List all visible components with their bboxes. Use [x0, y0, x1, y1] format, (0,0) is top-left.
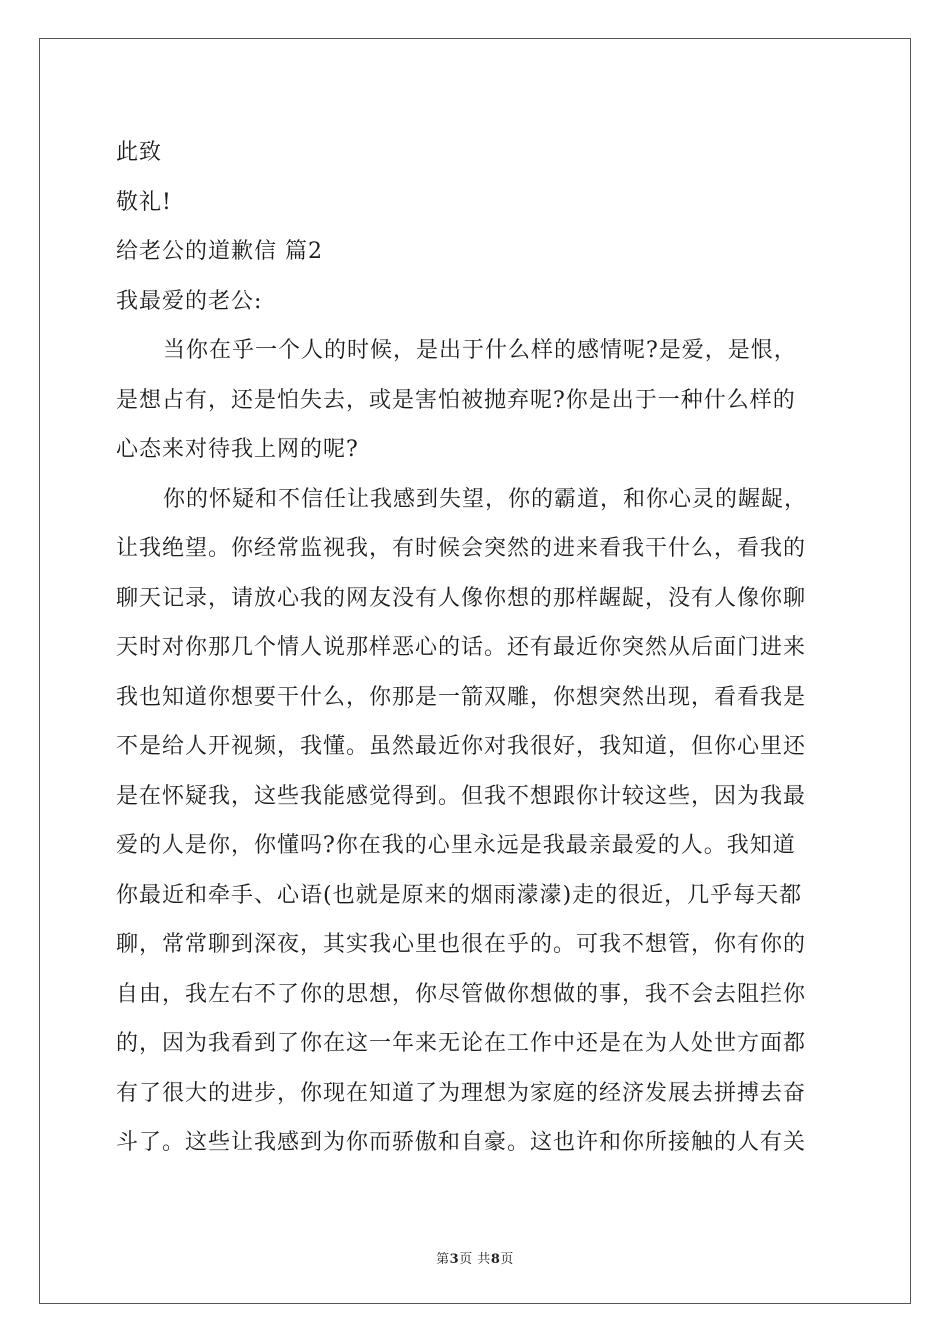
paragraph-line: 斗了。这些让我感到为你而骄傲和自豪。这也许和你所接触的人有关 [116, 1130, 807, 1155]
paragraph-2 [116, 475, 834, 1168]
paragraph-line: 爱的人是你，你懂吗?你在我的心里永远是我最亲最爱的人。我知道 [116, 833, 796, 858]
letter-title: 给老公的道歉信 篇2 [116, 239, 323, 264]
paragraph-line: 有了很大的进步，你现在知道了为理想为家庭的经济发展去拼搏去奋 [116, 1080, 807, 1106]
paragraph-line: 天时对你那几个情人说那样恶心的话。还有最近你突然从后面门进来 [116, 635, 807, 660]
paragraph-line: 自由，我左右不了你的思想，你尽管做你想做的事，我不会去阻拦你 [116, 981, 807, 1007]
page-footer [0, 1248, 950, 1267]
closing-line-1: 此致 [116, 140, 163, 165]
paragraph-line: 你的怀疑和不信任让我感到失望，你的霸道，和你心灵的龌龊， [163, 486, 808, 512]
paragraph-line: 聊，常常聊到深夜，其实我心里也很在乎的。可我不想管，你有你的 [116, 932, 807, 957]
page-prefix: 第 [436, 1252, 450, 1267]
document-body [116, 128, 834, 1168]
page-current: 3 [449, 1252, 460, 1267]
page-suffix: 页 [500, 1252, 514, 1267]
page-mid: 页 共 [459, 1252, 491, 1267]
paragraph-line: 的，因为我看到了你在这一年来无论在工作中还是在为人处世方面都 [116, 1031, 807, 1056]
letter-salutation: 我最爱的老公: [116, 288, 263, 314]
page-total: 8 [490, 1252, 501, 1267]
paragraph-1 [116, 326, 834, 475]
paragraph-line: 当你在乎一个人的时候，是出于什么样的感情呢?是爱，是恨， [163, 338, 797, 363]
paragraph-line: 心态来对待我上网的呢? [116, 437, 359, 462]
paragraph-line: 是想占有，还是怕失去，或是害怕被抛弃呢?你是出于一种什么样的 [116, 387, 796, 413]
paragraph-line: 聊天记录，请放心我的网友没有人像你想的那样龌龊，没有人像你聊 [116, 585, 807, 611]
paragraph-line: 让我绝望。你经常监视我，有时候会突然的进来看我干什么，看我的 [116, 536, 807, 561]
paragraph-line: 你最近和牵手、心语(也就是原来的烟雨濛濛)走的很近，几乎每天都 [116, 882, 803, 908]
closing-line-2: 敬礼! [116, 189, 172, 215]
paragraph-line: 不是给人开视频，我懂。虽然最近你对我很好，我知道，但你心里还 [116, 734, 807, 759]
paragraph-line: 我也知道你想要干什么，你那是一箭双雕，你想突然出现，看看我是 [116, 684, 807, 710]
paragraph-line: 是在怀疑我，这些我能感觉得到。但我不想跟你计较这些，因为我最 [116, 783, 807, 809]
